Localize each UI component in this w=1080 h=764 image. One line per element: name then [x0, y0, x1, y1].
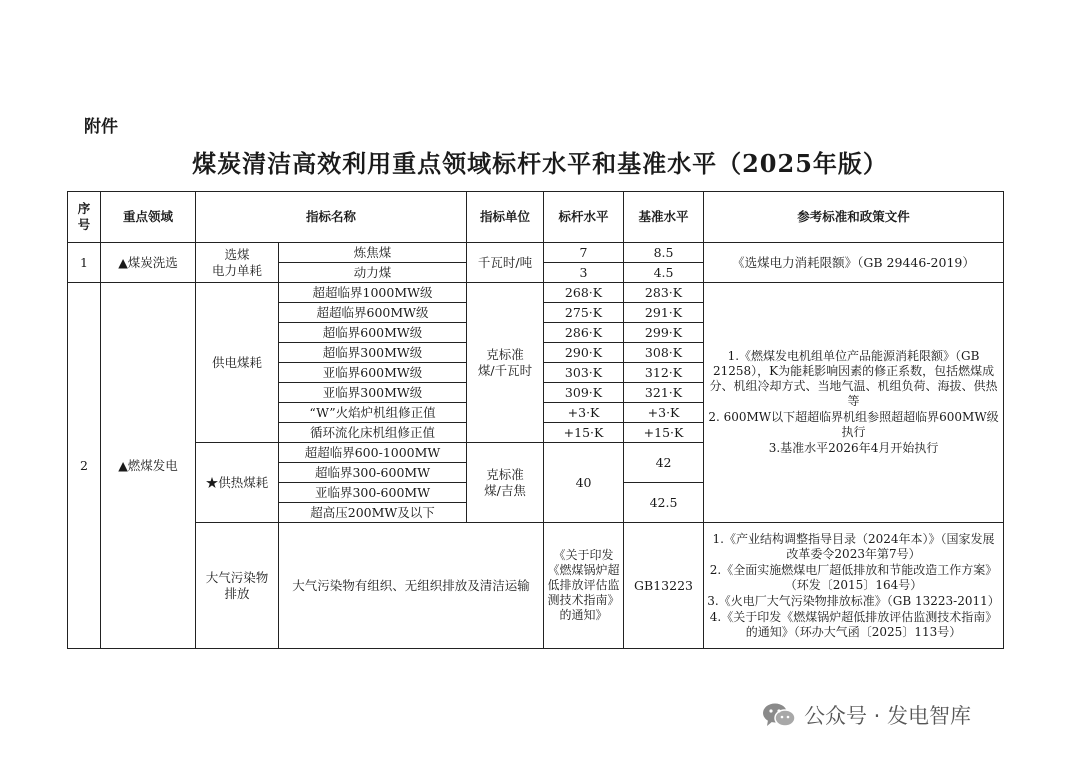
- header-seq: 序号: [68, 192, 101, 243]
- power-item-name: 循环流化床机组修正值: [279, 423, 467, 443]
- heat-item-name: 超高压200MW及以下: [279, 503, 467, 523]
- air-reference: [704, 523, 1004, 649]
- heat-item-name: 超超临界600-1000MW: [279, 443, 467, 463]
- power-benchmark: +3·K: [544, 403, 624, 423]
- row2-seq: 2: [68, 283, 101, 649]
- table-row: [68, 283, 1004, 303]
- air-reference-line: 1.《产业结构调整指导目录（2024年本）》（国家发展改革委令2023年第7号）: [712, 531, 995, 561]
- row1-baseline: 4.5: [624, 263, 704, 283]
- power-baseline: 312·K: [624, 363, 704, 383]
- heat-item-name: 亚临界300-600MW: [279, 483, 467, 503]
- heat-baseline-a: 42: [624, 443, 704, 483]
- row1-baseline: 8.5: [624, 243, 704, 263]
- power-reference: [704, 283, 1004, 523]
- power-item-name: 超临界300MW级: [279, 343, 467, 363]
- power-benchmark: 303·K: [544, 363, 624, 383]
- power-baseline: 291·K: [624, 303, 704, 323]
- header-field: 重点领域: [101, 192, 196, 243]
- power-baseline: +15·K: [624, 423, 704, 443]
- indicator-table: [67, 191, 1004, 649]
- power-baseline: +3·K: [624, 403, 704, 423]
- heat-baseline-b: 42.5: [624, 483, 704, 523]
- table-row: [68, 243, 1004, 263]
- power-item-name: 亚临界600MW级: [279, 363, 467, 383]
- wechat-icon: [762, 702, 796, 728]
- power-benchmark: 286·K: [544, 323, 624, 343]
- power-benchmark: 309·K: [544, 383, 624, 403]
- power-item-name: 亚临界300MW级: [279, 383, 467, 403]
- power-benchmark: 290·K: [544, 343, 624, 363]
- row1-benchmark: 3: [544, 263, 624, 283]
- row1-seq: 1: [68, 243, 101, 283]
- power-baseline: 283·K: [624, 283, 704, 303]
- air-group: 大气污染物 排放: [196, 523, 279, 649]
- row1-item-name: 动力煤: [279, 263, 467, 283]
- row1-benchmark: 7: [544, 243, 624, 263]
- power-baseline: 308·K: [624, 343, 704, 363]
- air-indicator: 大气污染物有组织、无组织排放及清洁运输: [279, 523, 544, 649]
- power-benchmark: 268·K: [544, 283, 624, 303]
- power-baseline: 299·K: [624, 323, 704, 343]
- power-reference-line: 1.《燃煤发电机组单位产品能源消耗限额》（GB 21258），K为能耗影响因素的修正系数，包括燃煤成分、机组冷却方式、当地气温、机组负荷、海拔、供热等: [709, 349, 998, 408]
- power-item-name: 超超临界1000MW级: [279, 283, 467, 303]
- power-item-name: 超超临界600MW级: [279, 303, 467, 323]
- air-benchmark: 《关于印发《燃煤锅炉超低排放评估监测技术指南》的通知》: [544, 523, 624, 649]
- header-benchmark: 标杆水平: [544, 192, 624, 243]
- attachment-label: 附件: [84, 117, 118, 137]
- power-unit: 克标准 煤/千瓦时: [467, 283, 544, 443]
- table-header-row: [68, 192, 1004, 243]
- row1-reference: 《选煤电力消耗限额》（GB 29446-2019）: [704, 243, 1004, 283]
- row1-field: ▲煤炭洗选: [101, 243, 196, 283]
- header-indicator: 指标名称: [196, 192, 467, 243]
- power-baseline: 321·K: [624, 383, 704, 403]
- heat-item-name: 超临界300-600MW: [279, 463, 467, 483]
- heat-group: ★供热煤耗: [196, 443, 279, 523]
- table-row: [68, 523, 1004, 649]
- power-benchmark: 275·K: [544, 303, 624, 323]
- power-group: 供电煤耗: [196, 283, 279, 443]
- document-title: 煤炭清洁高效利用重点领域标杆水平和基准水平（2025年版）: [192, 149, 888, 178]
- power-benchmark: +15·K: [544, 423, 624, 443]
- row1-item-name: 炼焦煤: [279, 243, 467, 263]
- power-reference-line: 3.基准水平2026年4月开始执行: [768, 441, 939, 455]
- air-reference-line: 3.《火电厂大气污染物排放标准》（GB 13223-2011）: [707, 593, 1000, 608]
- heat-unit: 克标准 煤/吉焦: [467, 443, 544, 523]
- row1-indicator-group: 选煤 电力单耗: [196, 243, 279, 283]
- power-item-name: 超临界600MW级: [279, 323, 467, 343]
- air-baseline: GB13223: [624, 523, 704, 649]
- heat-benchmark: 40: [544, 443, 624, 523]
- header-baseline: 基准水平: [624, 192, 704, 243]
- air-reference-line: 2.《全面实施燃煤电厂超低排放和节能改造工作方案》（环发〔2015〕164号）: [709, 562, 998, 592]
- power-reference-line: 2. 600MW以下超超临界机组参照超超临界600MW级执行: [708, 410, 999, 439]
- row2-field: ▲燃煤发电: [101, 283, 196, 649]
- header-unit: 指标单位: [467, 192, 544, 243]
- header-reference: 参考标准和政策文件: [704, 192, 1004, 243]
- watermark-text: 公众号 · 发电智库: [804, 704, 972, 728]
- air-reference-line: 4.《关于印发《燃煤锅炉超低排放评估监测技术指南》的通知》（环办大气函〔2025〕113号）: [709, 609, 998, 639]
- watermark: [762, 700, 971, 730]
- power-item-name: “W”火焰炉机组修正值: [279, 403, 467, 423]
- row1-unit: 千瓦时/吨: [467, 243, 544, 283]
